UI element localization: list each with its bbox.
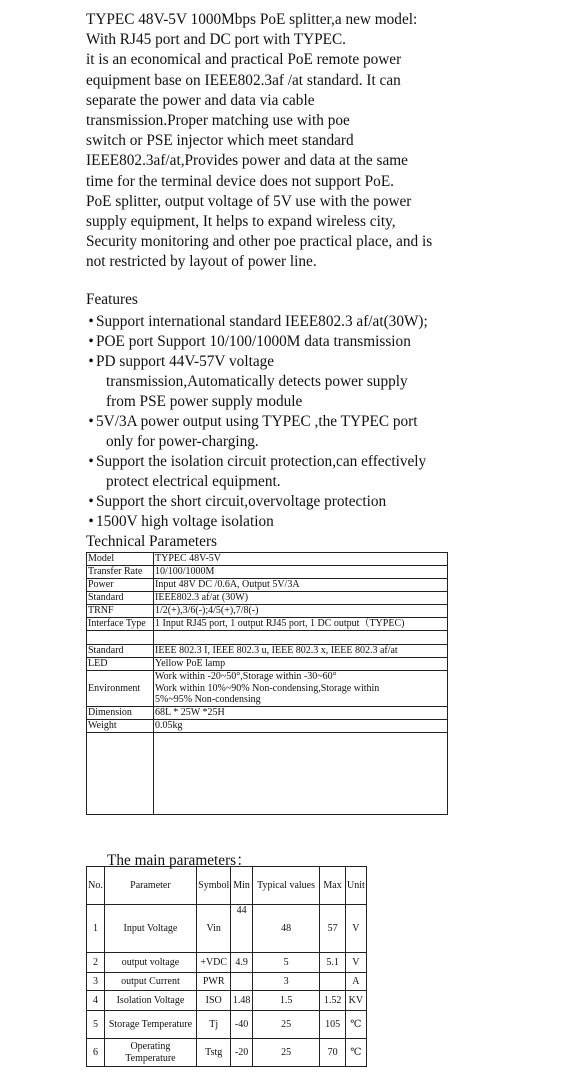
feature-text: from PSE power supply module [106, 393, 303, 410]
cell-no: 3 [87, 973, 105, 991]
intro-line: it is an economical and practical PoE remote power [86, 51, 402, 69]
intro-line: With RJ45 port and DC port with TYPEC. [86, 31, 347, 49]
cell-no: 1 [87, 905, 105, 953]
tech-row [87, 631, 448, 645]
cell-unit: V [345, 905, 366, 953]
feature-line [86, 512, 556, 532]
bullet-icon: • [88, 453, 94, 470]
main-param-row [87, 1039, 367, 1067]
cell-parameter: output Current [104, 973, 196, 991]
feature-line [86, 372, 556, 392]
feature-text: Support international standard IEEE802.3 af/at(30W); [96, 313, 428, 330]
feature-line [86, 432, 556, 452]
tech-value [154, 732, 448, 814]
tech-value [154, 553, 448, 566]
feature-line [86, 452, 556, 472]
tech-row [87, 732, 448, 814]
cell-min: -40 [231, 1011, 252, 1039]
intro-line: transmission.Proper matching use with poe [86, 112, 350, 130]
cell-unit: ℃ [345, 1011, 366, 1039]
cell-parameter: Input Voltage [104, 905, 196, 953]
col-header-parameter: Parameter [104, 867, 196, 905]
cell-max: 70 [320, 1039, 345, 1067]
cell-typical: 5 [252, 953, 320, 973]
feature-line [86, 352, 556, 372]
feature-item [86, 312, 556, 332]
tech-value [154, 671, 448, 707]
tech-value [154, 658, 448, 671]
tech-row [87, 618, 448, 631]
intro-line: separate the power and data via cable [86, 91, 315, 109]
intro-line: PoE splitter, output voltage of 5V use with the power [86, 192, 412, 210]
cell-typical: 1.5 [252, 991, 320, 1011]
cell-no: 6 [87, 1039, 105, 1067]
main-param-row [87, 953, 367, 973]
intro-line: equipment base on IEEE802.3af /at standard. It can [86, 71, 401, 89]
cell-typical: 25 [252, 1039, 320, 1067]
tech-row [87, 605, 448, 618]
feature-text: POE port Support 10/100/1000M data transmission [96, 333, 411, 350]
technical-parameters-heading: Technical Parameters [86, 533, 218, 550]
tech-value-line: Work within -20~50°,Storage within -30~60° [155, 671, 337, 682]
cell-symbol: Tj [196, 1011, 231, 1039]
feature-item [86, 332, 556, 352]
cell-symbol: PWR [196, 973, 231, 991]
tech-key: Model [87, 553, 154, 566]
tech-key: Transfer Rate [87, 566, 154, 579]
bullet-icon: • [88, 313, 94, 330]
cell-max: 1.52 [320, 991, 345, 1011]
cell-unit: ℃ [345, 1039, 366, 1067]
main-param-row [87, 1011, 367, 1039]
tech-value [154, 706, 448, 719]
tech-row [87, 566, 448, 579]
bullet-icon: • [88, 493, 94, 510]
feature-text: transmission,Automatically detects power supply [106, 373, 408, 390]
col-header-typical: Typical values [252, 867, 320, 905]
intro-line: Security monitoring and other poe practical place, and is [86, 233, 433, 251]
feature-text: Support the isolation circuit protection,can effectively [96, 453, 427, 470]
cell-min [231, 973, 252, 991]
tech-key: LED [87, 658, 154, 671]
tech-value-line: TYPEC 48V-5V [155, 553, 222, 565]
tech-value-line: 1 Input RJ45 port, 1 output RJ45 port, 1 DC output（TYPEC) [155, 618, 405, 630]
tech-key [87, 732, 154, 814]
tech-key: Interface Type [87, 618, 154, 631]
feature-text: protect electrical equipment. [106, 473, 281, 490]
tech-value-line: Yellow PoE lamp [155, 658, 226, 670]
tech-value [154, 592, 448, 605]
cell-typical: 3 [252, 973, 320, 991]
tech-row [87, 579, 448, 592]
cell-parameter: Storage Temperature [104, 1011, 196, 1039]
col-header-no: No. [87, 867, 105, 905]
technical-parameters-table [86, 552, 448, 815]
intro-line: supply equipment, It helps to expand wireless city, [86, 213, 396, 231]
main-parameters-table [86, 866, 367, 1067]
tech-key [87, 631, 154, 645]
feature-item [86, 352, 556, 412]
cell-unit: V [345, 953, 366, 973]
bullet-icon: • [88, 353, 94, 370]
tech-row [87, 719, 448, 732]
cell-min: 44 [231, 905, 252, 953]
cell-max: 5.1 [320, 953, 345, 973]
col-header-unit: Unit [345, 867, 366, 905]
feature-line [86, 472, 556, 492]
tech-row [87, 592, 448, 605]
cell-symbol: +VDC [196, 953, 231, 973]
tech-value-line: 5%~95% Non-condensing [155, 694, 261, 705]
main-parameters-heading: The main parameters： [107, 852, 252, 869]
main-param-row [87, 973, 367, 991]
tech-value-line: Work within 10%~90% Non-condensing,Storage within [155, 682, 380, 694]
intro-paragraph [86, 10, 556, 273]
feature-text: 1500V high voltage isolation [96, 513, 274, 530]
cell-min: -20 [231, 1039, 252, 1067]
tech-key: Power [87, 579, 154, 592]
feature-line [86, 392, 556, 412]
tech-value [154, 605, 448, 618]
feature-item [86, 492, 556, 512]
intro-line: IEEE802.3af/at,Provides power and data at the same [86, 152, 408, 170]
col-header-max: Max [320, 867, 345, 905]
main-param-row [87, 905, 367, 953]
feature-line [86, 332, 556, 352]
tech-value [154, 631, 448, 645]
tech-row [87, 706, 448, 719]
tech-value-line: 10/100/1000M [155, 566, 215, 578]
tech-row [87, 658, 448, 671]
tech-value [154, 645, 448, 658]
features-heading: Features [86, 291, 138, 308]
bullet-icon: • [88, 513, 94, 530]
cell-symbol: ISO [196, 991, 231, 1011]
feature-item [86, 452, 556, 492]
tech-value [154, 618, 448, 631]
feature-line [86, 312, 556, 332]
col-header-symbol: Symbol [196, 867, 231, 905]
tech-value-line: 0.05kg [155, 719, 183, 731]
tech-key: Weight [87, 719, 154, 732]
tech-row [87, 671, 448, 707]
tech-row [87, 645, 448, 658]
tech-value [154, 719, 448, 732]
tech-value-line: 68L * 25W *25H [155, 706, 225, 718]
intro-line: not restricted by layout of power line. [86, 253, 317, 271]
intro-line: TYPEC 48V-5V 1000Mbps PoE splitter,a new model: [86, 11, 418, 28]
feature-text: only for power-charging. [106, 433, 259, 450]
tech-value-line: IEEE802.3 af/at (30W) [155, 592, 249, 604]
cell-no: 2 [87, 953, 105, 973]
cell-unit: KV [345, 991, 366, 1011]
cell-parameter: Operating Temperature [104, 1039, 196, 1067]
feature-item [86, 512, 556, 532]
feature-item [86, 412, 556, 452]
cell-min: 4.9 [231, 953, 252, 973]
bullet-icon: • [88, 333, 94, 350]
tech-value-line: 1/2(+),3/6(-);4/5(+),7/8(-) [155, 605, 259, 617]
cell-max: 105 [320, 1011, 345, 1039]
tech-key: Standard [87, 592, 154, 605]
feature-line [86, 412, 556, 432]
cell-unit: A [345, 973, 366, 991]
tech-key: TRNF [87, 605, 154, 618]
tech-key: Standard [87, 645, 154, 658]
tech-value [154, 566, 448, 579]
cell-parameter: Isolation Voltage [104, 991, 196, 1011]
cell-no: 5 [87, 1011, 105, 1039]
main-param-row [87, 991, 367, 1011]
cell-typical: 48 [252, 905, 320, 953]
tech-value-line: IEEE 802.3 I, IEEE 802.3 u, IEEE 802.3 x, IEEE 802.3 af/at [155, 645, 398, 657]
cell-max [320, 973, 345, 991]
bullet-icon: • [88, 413, 94, 430]
tech-key: Environment [87, 671, 154, 707]
feature-text: Support the short circuit,overvoltage protection [96, 493, 387, 510]
features-list [86, 312, 556, 532]
feature-text: 5V/3A power output using TYPEC ,the TYPEC port [96, 413, 418, 430]
intro-line: switch or PSE injector which meet standard [86, 132, 354, 150]
cell-max: 57 [320, 905, 345, 953]
tech-value [154, 579, 448, 592]
tech-value-line: Input 48V DC /0.6A, Output 5V/3A [155, 579, 300, 591]
cell-typical: 25 [252, 1011, 320, 1039]
cell-symbol: Tstg [196, 1039, 231, 1067]
cell-parameter: output voltage [104, 953, 196, 973]
feature-line [86, 492, 556, 512]
tech-row [87, 553, 448, 566]
intro-line: time for the terminal device does not support PoE. [86, 172, 394, 190]
col-header-min: Min [231, 867, 252, 905]
cell-min: 1.48 [231, 991, 252, 1011]
cell-symbol: Vin [196, 905, 231, 953]
tech-key: Dimension [87, 706, 154, 719]
feature-text: PD support 44V-57V voltage [96, 353, 275, 370]
cell-no: 4 [87, 991, 105, 1011]
